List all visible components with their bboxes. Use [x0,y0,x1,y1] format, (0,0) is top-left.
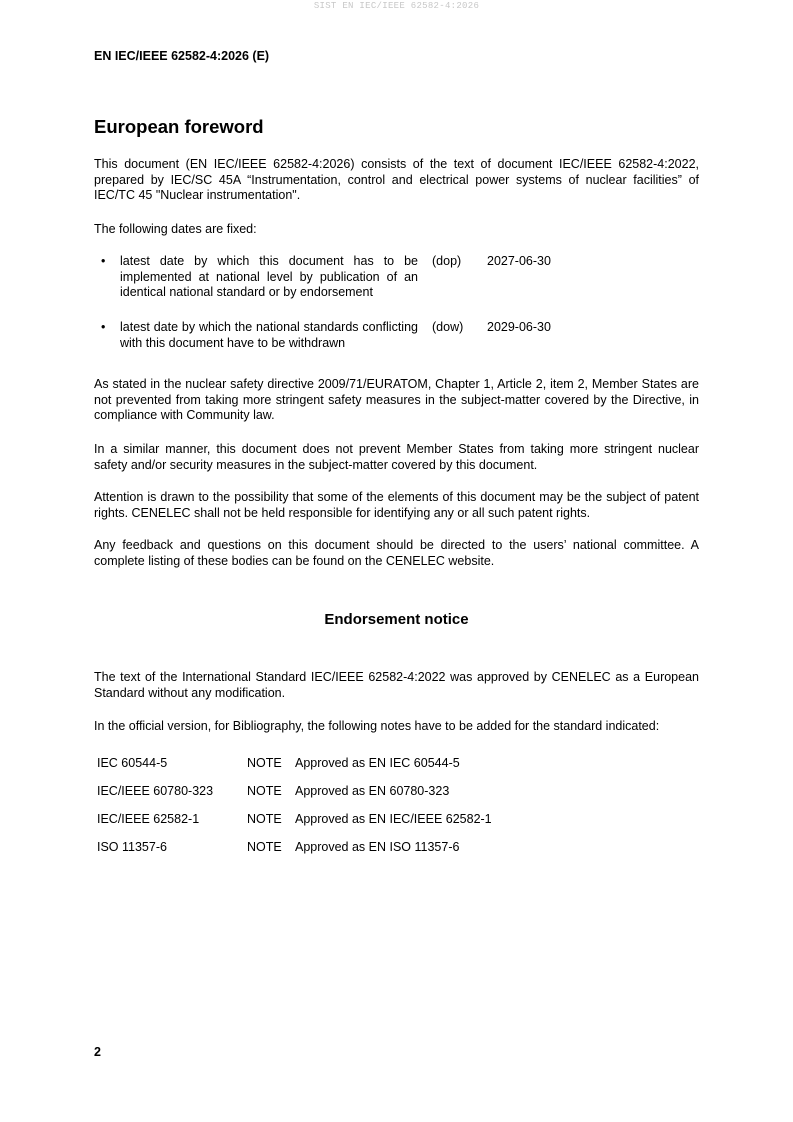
dates-intro: The following dates are fixed: [94,222,257,236]
bibliography-intro: In the official version, for Bibliography, the following notes have to be added for the standard indicated: [94,719,660,733]
date-item-code: (dow) [432,320,464,334]
similar-paragraph: In a similar manner, this document does not prevent Member States from taking more stringent nuclear safety and/or security measures in the subject-matter covered by this document. [94,442,699,472]
standard-ref: IEC/IEEE 60780-323 [97,784,214,798]
date-item-text: latest date by which this document has to be implemented at national level by publication of an identical national standard or by endorsement [120,254,418,299]
endorsement-title: Endorsement notice [324,611,469,628]
note-label: NOTE [247,756,282,770]
standard-ref: IEC/IEEE 62582-1 [97,812,200,826]
watermark: SIST EN IEC/IEEE 62582-4:2026 [313,1,480,11]
note-text: Approved as EN 60780-323 [295,784,450,798]
foreword-title: European foreword [94,116,264,137]
note-label: NOTE [247,784,282,798]
date-item-text: latest date by which the national standards conflicting with this document have to be withdrawn [120,320,418,350]
bullet-marker: • [101,254,106,268]
endorsement-text: The text of the International Standard IEC/IEEE 62582-4:2022 was approved by CENELEC as a European Standard without any modification. [94,670,699,700]
date-item-code: (dop) [432,254,462,268]
note-text: Approved as EN IEC 60544-5 [295,756,460,770]
directive-paragraph: As stated in the nuclear safety directive 2009/71/EURATOM, Chapter 1, Article 2, item 2, Member States are not prevented from taking more stringent safety measures in the subject-matter covered by the Directive, in compliance with Community law. [94,377,699,422]
note-text: Approved as EN ISO 11357-6 [295,840,460,854]
bullet-marker: • [101,320,106,334]
document-id: EN IEC/IEEE 62582-4:2026 (E) [94,49,270,63]
date-item-date: 2029-06-30 [487,320,551,334]
standard-ref: ISO 11357-6 [97,840,167,854]
page-number: 2 [94,1045,101,1059]
foreword-intro: This document (EN IEC/IEEE 62582-4:2026) consists of the text of document IEC/IEEE 62582-4:2022, prepared by IEC/SC 45A “Instrumentation, control and electrical power systems of nuclear facilities” of IEC/TC 45 "Nuclear instrumentation". [94,157,699,202]
date-item-date: 2027-06-30 [487,254,551,268]
note-label: NOTE [247,840,282,854]
note-text: Approved as EN IEC/IEEE 62582-1 [295,812,492,826]
feedback-paragraph: Any feedback and questions on this document should be directed to the users’ national committee. A complete listing of these bodies can be found on the CENELEC website. [94,538,699,568]
patent-paragraph: Attention is drawn to the possibility that some of the elements of this document may be the subject of patent rights. CENELEC shall not be held responsible for identifying any or all such patent rights. [94,490,699,520]
note-label: NOTE [247,812,282,826]
standard-ref: IEC 60544-5 [97,756,168,770]
